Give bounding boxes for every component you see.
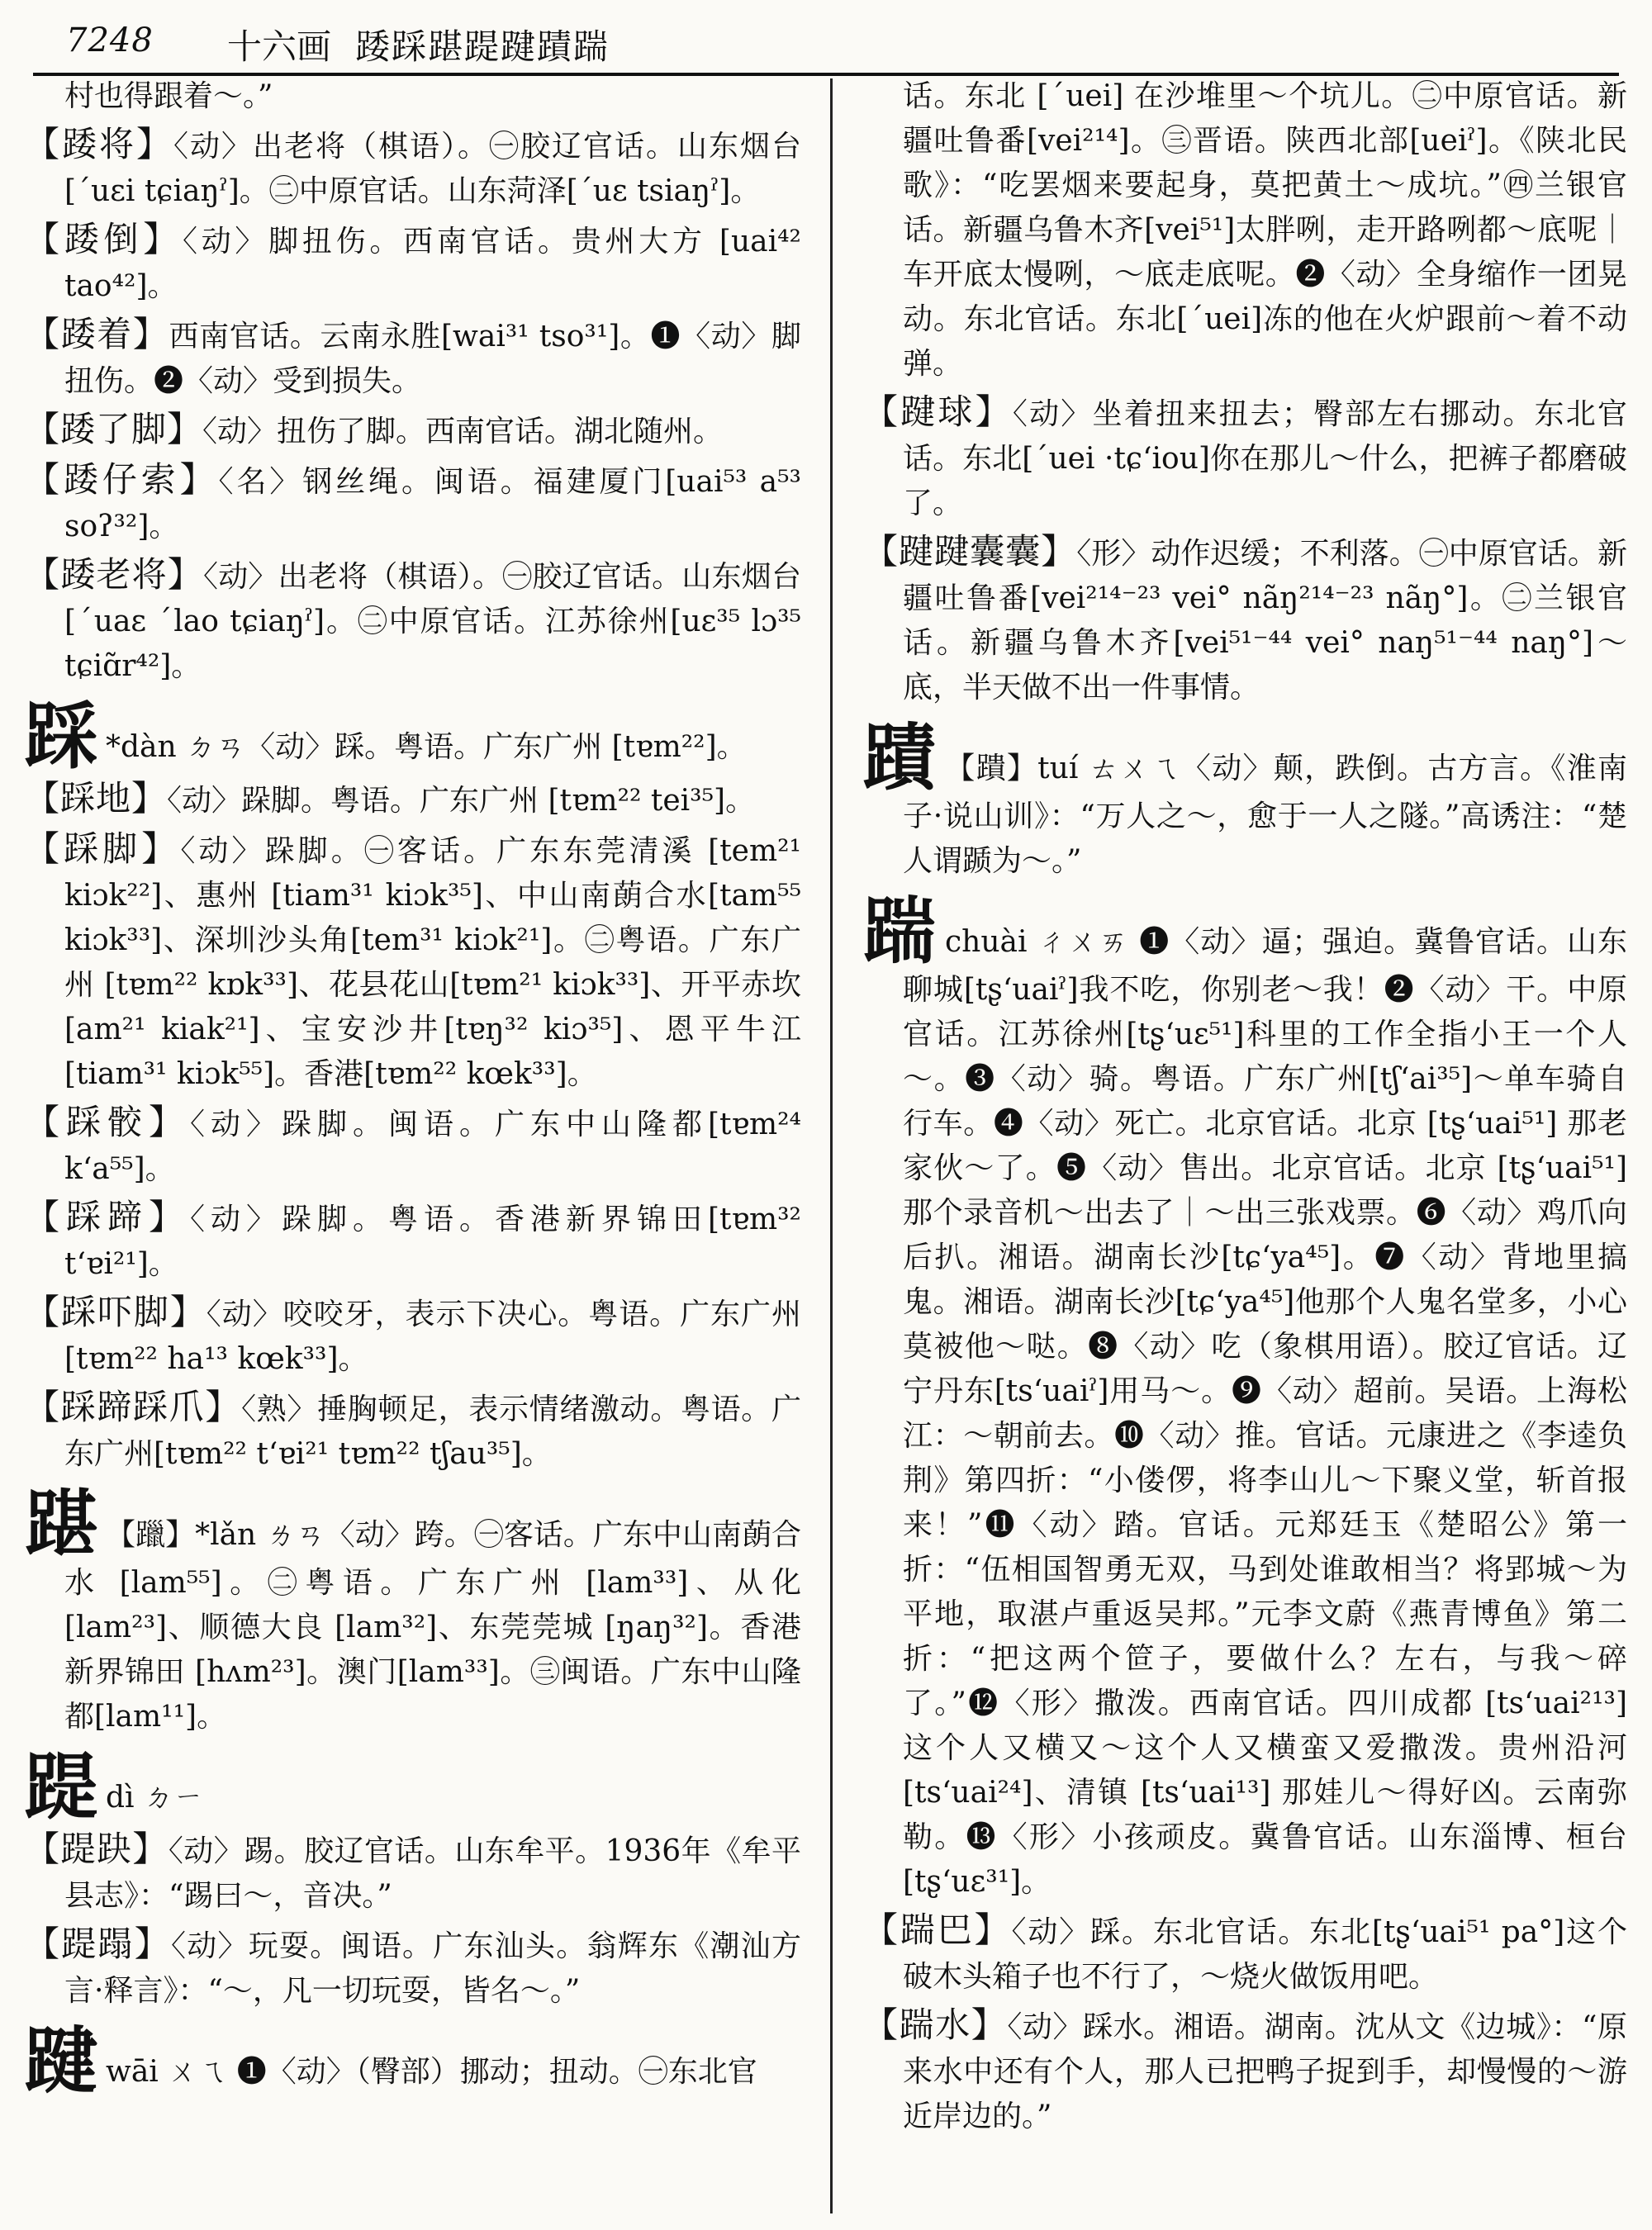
entry-text: 〈动〉扭伤了脚。西南官话。湖北随州。 xyxy=(202,415,724,448)
entry xyxy=(25,217,801,309)
entry xyxy=(25,407,801,454)
headword-character: 踸 xyxy=(25,1481,98,1567)
entry-term: 【踩蹄踩爪】 xyxy=(25,1387,241,1427)
stroke-section: 十六画 xyxy=(227,26,332,67)
headword-text: 【躐】*lǎn ㄌㄢ〈动〉跨。㊀客话。广东中山南蓢合水 [lam⁵⁵]。㊁粤语。广东广州 [lam³³]、从化[lam²³]、顺德大良 [lam³²]、东莞莞城 [ŋaŋ³²]。香港新界锦田 [hʌm²³]。澳门[lam³³]。㊂闽语。广东中山隆都[lam¹¹]。 xyxy=(64,1518,801,1734)
page-header xyxy=(33,15,1619,76)
headword-entry xyxy=(863,714,1627,884)
entry xyxy=(25,827,801,1097)
entry-text: 〈形〉动作迟缓；不利落。㊀中原官话。新疆吐鲁番[vei²¹⁴⁻²³ vei° nãŋ²¹⁴⁻²³ nãŋ°]。㊁兰银官话。新疆乌鲁木齐[vei⁵¹⁻⁴⁴ vei° naŋ⁵¹⁻⁴⁴ naŋ°]～底，半天做不出一件事情。 xyxy=(903,537,1627,705)
headword-character: 踺 xyxy=(25,2018,98,2104)
entry xyxy=(25,553,801,689)
continued-text: 村也得跟着～。” xyxy=(64,79,273,113)
continued-text: 话。东北 [ˊuei] 在沙堆里～个坑儿。㊁中原官话。新疆吐鲁番[vei²¹⁴]。㊂晋语。陕西北部[ueiˀ]。《陕北民歌》：“吃罢烟来要起身，莫把黄土～成坑。”㊃兰银官话。新疆乌鲁木齐[vei⁵¹]太胖咧，走开路咧都～底呢｜车开底太慢咧，～底走底呢。❷〈动〉全身缩作一团晃动。东北官话。东北[ˊuei]冻的他在火炉跟前～着不动弹。 xyxy=(903,79,1627,381)
entry-text: 〈动〉跺脚。㊀客话。广东东莞清溪 [tem²¹ kiɔk²²]、惠州 [tiam³¹ kiɔk³⁵]、中山南蓢合水[tam⁵⁵ kiɔk³³]、深圳沙头角[tem³¹ kiɔk²¹]。㊁粤语。广东广州 [tɐm²² kɒk³³]、花县花山[tɐm²¹ kiɔk³³]、开平赤坎[am²¹ kiak²¹]、宝安沙井[tɐŋ³² kiɔ³⁵]、恩平牛江 [tiam³¹ kiɔk⁵⁵]。香港[tɐm²² kœk³³]。 xyxy=(64,834,801,1091)
headword-entry xyxy=(25,1744,801,1829)
column-divider xyxy=(830,78,833,2213)
entry-term: 【踹水】 xyxy=(863,2005,1008,2045)
entry-text: 〈动〉跺脚。粤语。香港新界锦田[tɐm³² tʻɐi²¹]。 xyxy=(64,1203,801,1281)
right-column xyxy=(863,74,1627,2213)
entry xyxy=(25,312,801,404)
entry-text: 〈动〉玩耍。闽语。广东汕头。翁辉东《潮汕方言·释言》：“～，凡一切玩耍，皆名～。” xyxy=(64,1929,801,2008)
headword-entry xyxy=(25,693,801,779)
entry-text: 〈动〉踩。东北官话。东北[tʂʻuai⁵¹ pa°]这个破木头箱子也不行了，～烧火做饭用吧。 xyxy=(903,1915,1627,1994)
headword-character: 踹 xyxy=(863,888,937,974)
entry-term: 【踩地】 xyxy=(25,778,168,818)
entry-term: 【踒了脚】 xyxy=(25,409,203,449)
entry-text: 〈动〉出老将（棋语）。㊀胶辽官话。山东烟台[ˊuɛi tɕiaŋˀ]。㊁中原官话。山东菏泽[ˊuɛ tsiaŋˀ]。 xyxy=(64,130,801,208)
entry xyxy=(863,2003,1627,2139)
entry xyxy=(25,1195,801,1287)
entry-text: 〈动〉坐着扭来扭去；臀部左右挪动。东北官话。东北[ˊuei ·tɕʻiou]你在那儿～什么，把裤子都磨破了。 xyxy=(903,397,1627,520)
entry-term: 【踩脚】 xyxy=(25,828,181,869)
entry-term: 【踩蹄】 xyxy=(25,1197,191,1237)
headword-entry xyxy=(863,888,1627,1905)
entry-text: 〈熟〉捶胸顿足，表示情绪激动。粤语。广东广州[tɐm²² tʻɐi²¹ tɐm²² tʃau³⁵]。 xyxy=(64,1393,801,1471)
entry-term: 【踒老将】 xyxy=(25,554,203,595)
entry-term: 【踺踺囊囊】 xyxy=(863,531,1077,572)
entry-term: 【踶趹】 xyxy=(25,1829,169,1869)
headword-character: 蹟 xyxy=(863,714,938,800)
entry xyxy=(863,529,1627,710)
entry-term: 【踒倒】 xyxy=(25,219,183,259)
entry-text: 〈动〉咬咬牙，表示下决心。粤语。广东广州[tɐm²² ha¹³ kœk³³]。 xyxy=(64,1298,801,1376)
headword-character: 踶 xyxy=(25,1744,98,1829)
entry xyxy=(25,1922,801,2014)
entry-term: 【踩吓脚】 xyxy=(25,1292,206,1332)
entry-term: 【踺球】 xyxy=(863,391,1013,432)
entry-term: 【踒将】 xyxy=(25,124,173,164)
entry xyxy=(25,1827,801,1919)
headword-text: 【蹪】tuí ㄊㄨㄟ〈动〉颠，跌倒。古方言。《淮南子·说山训》：“万人之～，愈于一人之隧。”高诱注：“楚人谓踬为～。” xyxy=(903,752,1627,878)
entry xyxy=(25,122,801,214)
headword-text: chuài ㄔㄨㄞ ❶〈动〉逼；强迫。冀鲁官话。山东聊城[tʂʻuaiˀ]我不吃，你别老～我！❷〈动〉干。中原官话。江苏徐州[tʂʻuɛ⁵¹]科里的工作全指小王一个人～。❸〈动〉骑。粤语。广东广州[tʃʻai³⁵]～单车骑自行车。❹〈动〉死亡。北京官话。北京 [tʂʻuai⁵¹] 那老家伙～了。❺〈动〉售出。北京官话。北京 [tʂʻuai⁵¹]那个录音机～出去了｜～出三张戏票。❻〈动〉鸡爪向后扒。湘语。湖南长沙[tɕʻya⁴⁵]。❼〈动〉背地里搞鬼。湘语。湖南长沙[tɕʻya⁴⁵]他那个人鬼名堂多，小心莫被他～哒。❽〈动〉吃（象棋用语）。胶辽官话。辽宁丹东[tsʻuaiˀ]用马～。❾〈动〉超前。吴语。上海松江：～朝前去。❿〈动〉推。官话。元康进之《李逵负荆》第四折：“小偻㑩，将李山儿～下聚义堂，斩首报来！”⓫〈动〉踏。官话。元郑廷玉《楚昭公》第一折：“伍相国智勇无双，马到处谁敢相当？将郢城～为平地，取湛卢重返吴邦。”元李文蔚《燕青博鱼》第二折：“把这两个笸子，要做什么？左右，与我～碎了。”⓬〈形〉撒泼。西南官话。四川成都 [tsʻuai²¹³] 这个人又横又～这个人又横蛮又爱撒泼。贵州沿河 [tsʻuai²⁴]、清镇 [tsʻuai¹³] 那娃儿～得好凶。云南弥勒。⓭〈形〉小孩顽皮。冀鲁官话。山东淄博、桓台[tʂʻuɛ³¹]。 xyxy=(903,925,1627,1899)
entry-text: 〈动〉踢。胶辽官话。山东牟平。1936年《牟平县志》：“踢曰～，音决。” xyxy=(64,1834,801,1913)
entry xyxy=(25,776,801,823)
entry-text: 西南官话。云南永胜[wai³¹ tso³¹]。❶〈动〉脚扭伤。❷〈动〉受到损失。 xyxy=(64,320,801,398)
headword-character: 踩 xyxy=(25,693,98,779)
entry xyxy=(863,390,1627,526)
entry xyxy=(25,1100,801,1192)
running-headwords: 踒踩踸踶踺蹟踹 xyxy=(355,26,610,67)
headword-text: dì ㄉㄧ xyxy=(106,1781,204,1815)
entry-term: 【踒着】 xyxy=(25,314,169,354)
entry xyxy=(25,458,801,549)
entry xyxy=(25,1290,801,1382)
headword-text: wāi ㄨㄟ ❶〈动〉（臀部）挪动；扭动。㊀东北官 xyxy=(106,2055,757,2089)
headword-text: *dàn ㄉㄢ〈动〉踩。粤语。广东广州 [tɐm²²]。 xyxy=(106,730,747,764)
entry-text: 〈名〉钢丝绳。闽语。福建厦门[uai⁵³ a⁵³ soʔ³²]。 xyxy=(64,465,801,543)
entry-text: 〈动〉踩水。湘语。湖南。沈从文《边城》：“原来水中还有个人，那人已把鸭子捉到手，却慢慢的～游近岸边的。” xyxy=(903,2010,1627,2133)
entry xyxy=(25,1385,801,1477)
entry-text: 〈动〉脚扭伤。西南官话。贵州大方 [uai⁴² tao⁴²]。 xyxy=(64,225,801,303)
left-column xyxy=(25,74,801,2213)
entry-term: 【踶蹋】 xyxy=(25,1924,171,1964)
entry-term: 【踩骹】 xyxy=(25,1102,191,1142)
entry-text: 〈动〉跺脚。粤语。广东广州 [tɐm²² tei³⁵]。 xyxy=(167,784,756,818)
entry-text: 〈动〉出老将（棋语）。㊀胶辽官话。山东烟台[ˊuaɛ ˊlao tɕiaŋˀ]。㊁中原官话。江苏徐州[uɛ³⁵ lɔ³⁵ tɕiɑ̃r⁴²]。 xyxy=(64,560,801,683)
page-number: 7248 xyxy=(66,21,154,59)
entry-text: 〈动〉跺脚。闽语。广东中山隆都[tɐm²⁴ kʻa⁵⁵]。 xyxy=(64,1108,801,1186)
headword-entry xyxy=(25,1481,801,1739)
headword-entry xyxy=(25,2018,801,2104)
entry-term: 【踒仔索】 xyxy=(25,459,219,500)
entry-term: 【踹巴】 xyxy=(863,1910,1012,1950)
entry xyxy=(863,1908,1627,2000)
